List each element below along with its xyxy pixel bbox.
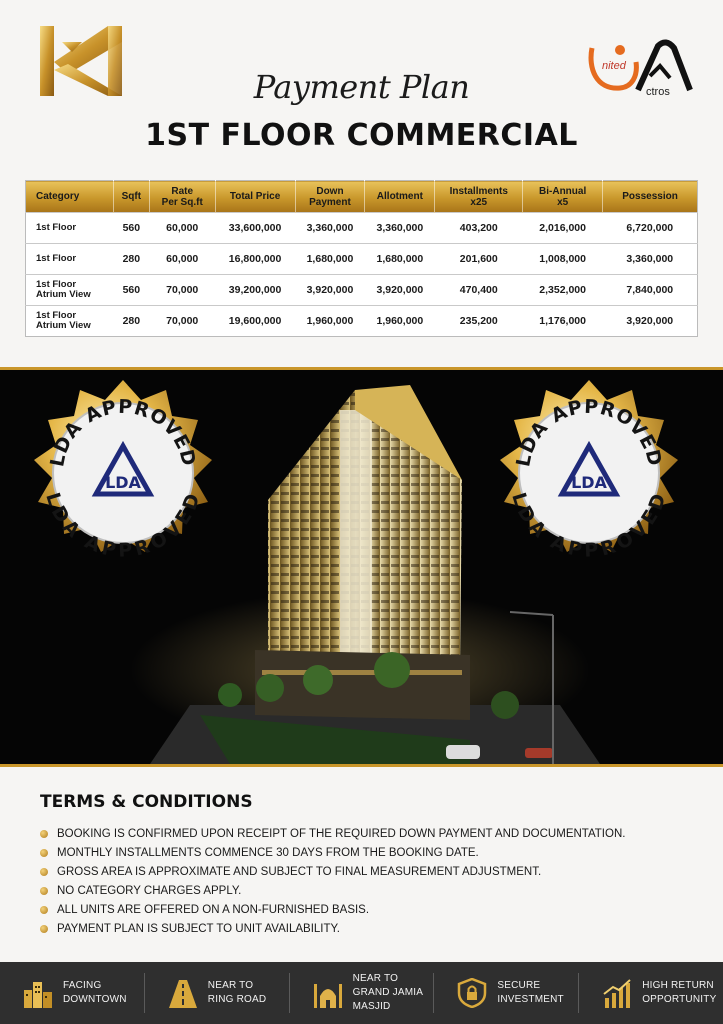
feature-label: NEAR TO RING ROAD (207, 980, 267, 1005)
lock-shield-icon (456, 978, 488, 1008)
table-cell: 33,600,000 (215, 213, 295, 244)
table-cell: 7,840,000 (603, 275, 698, 306)
table-cell: 3,920,000 (603, 306, 698, 337)
page-title: 1ST FLOOR COMMERCIAL (145, 118, 578, 153)
term-text: NO CATEGORY CHARGES APPLY. (57, 884, 242, 897)
col-header: Down Payment (295, 181, 365, 213)
table-cell: 1,680,000 (295, 244, 365, 275)
table-cell: 235,200 (435, 306, 523, 337)
feature-label: FACING DOWNTOWN (63, 980, 127, 1005)
table-cell: 1st Floor Atrium View (26, 306, 114, 337)
col-header: Category (26, 181, 114, 213)
col-header: Allotment (365, 181, 435, 213)
table-cell: 560 (113, 275, 149, 306)
feature-label: SECURE INVESTMENT (497, 980, 564, 1005)
feature-label: NEAR TO GRAND JAMIA MASJID (352, 973, 423, 1012)
badge-bottom-text: LDA APPROVED (41, 490, 205, 562)
city-icon (22, 978, 54, 1008)
badge-bottom-text: LDA APPROVED (507, 490, 671, 562)
list-item (40, 900, 625, 919)
term-text: BOOKING IS CONFIRMED UPON RECEIPT OF THE REQUIRED DOWN PAYMENT AND DOCUMENTATION. (57, 827, 626, 840)
table-cell: 280 (113, 306, 149, 337)
list-item (40, 881, 625, 900)
table-cell: 6,720,000 (603, 213, 698, 244)
badge-center-text: LDA (571, 473, 607, 492)
col-header: Possession (603, 181, 698, 213)
mosque-icon (312, 978, 344, 1008)
feature-secure-investment (433, 973, 578, 1013)
col-header: Rate Per Sq.ft (149, 181, 215, 213)
col-header: Installments x25 (435, 181, 523, 213)
bullet-icon (40, 887, 48, 895)
growth-chart-icon (601, 978, 633, 1008)
table-cell: 70,000 (149, 306, 215, 337)
table-cell: 60,000 (149, 244, 215, 275)
table-row (26, 244, 698, 275)
bullet-icon (40, 925, 48, 933)
badge-center-text: LDA (105, 473, 141, 492)
table-cell: 403,200 (435, 213, 523, 244)
list-item (40, 824, 625, 843)
col-header: Sqft (113, 181, 149, 213)
hero-banner (0, 367, 723, 767)
logo-text-nited: nited (602, 60, 626, 72)
table-row (26, 306, 698, 337)
terms-list (40, 824, 625, 938)
badge-top-text: LDA APPROVED (512, 395, 666, 469)
term-text: ALL UNITS ARE OFFERED ON A NON-FURNISHED BASIS. (57, 903, 370, 916)
table-header-row (26, 181, 698, 213)
badge-top-text: LDA APPROVED (46, 395, 200, 469)
payment-plan-table (25, 180, 698, 337)
feature-ring-road (144, 973, 289, 1013)
col-header: Bi-Annual x5 (523, 181, 603, 213)
table-cell: 280 (113, 244, 149, 275)
table-cell: 1,008,000 (523, 244, 603, 275)
table-cell: 3,360,000 (603, 244, 698, 275)
list-item (40, 862, 625, 881)
table-cell: 470,400 (435, 275, 523, 306)
col-header: Total Price (215, 181, 295, 213)
road-icon (167, 978, 199, 1008)
feature-jamia-masjid (289, 973, 434, 1013)
table-cell: 560 (113, 213, 149, 244)
table-cell: 70,000 (149, 275, 215, 306)
table-cell: 60,000 (149, 213, 215, 244)
table-cell: 1st Floor (26, 244, 114, 275)
table-cell: 1st Floor (26, 213, 114, 244)
table-cell: 201,600 (435, 244, 523, 275)
lda-approved-badge-right (494, 378, 684, 568)
table-row (26, 275, 698, 306)
bullet-icon (40, 906, 48, 914)
feature-facing-downtown (0, 973, 144, 1013)
feature-label: HIGH RETURN OPPORTUNITY (642, 980, 717, 1005)
table-cell: 2,352,000 (523, 275, 603, 306)
table-cell: 3,360,000 (365, 213, 435, 244)
table-row (26, 213, 698, 244)
table-cell: 1st Floor Atrium View (26, 275, 114, 306)
lda-approved-badge-left (28, 378, 218, 568)
page-header (0, 0, 723, 170)
table-cell: 3,920,000 (365, 275, 435, 306)
list-item (40, 843, 625, 862)
table-cell: 1,960,000 (295, 306, 365, 337)
table-cell: 39,200,000 (215, 275, 295, 306)
terms-title: TERMS & CONDITIONS (40, 792, 253, 812)
bullet-icon (40, 830, 48, 838)
bullet-icon (40, 849, 48, 857)
payment-plan-title: Payment Plan (253, 68, 470, 106)
term-text: GROSS AREA IS APPROXIMATE AND SUBJECT TO FINAL MEASUREMENT ADJUSTMENT. (57, 865, 542, 878)
feature-high-return (578, 973, 723, 1013)
table-cell: 3,360,000 (295, 213, 365, 244)
table-cell: 1,176,000 (523, 306, 603, 337)
table-cell: 3,920,000 (295, 275, 365, 306)
table-cell: 1,680,000 (365, 244, 435, 275)
table-cell: 1,960,000 (365, 306, 435, 337)
table-cell: 2,016,000 (523, 213, 603, 244)
term-text: MONTHLY INSTALLMENTS COMMENCE 30 DAYS FROM THE BOOKING DATE. (57, 846, 479, 859)
term-text: PAYMENT PLAN IS SUBJECT TO UNIT AVAILABILITY. (57, 922, 340, 935)
list-item (40, 919, 625, 938)
features-footer (0, 962, 723, 1024)
table-cell: 19,600,000 (215, 306, 295, 337)
logo-text-ctros: ctros (646, 86, 670, 98)
table-cell: 16,800,000 (215, 244, 295, 275)
bullet-icon (40, 868, 48, 876)
